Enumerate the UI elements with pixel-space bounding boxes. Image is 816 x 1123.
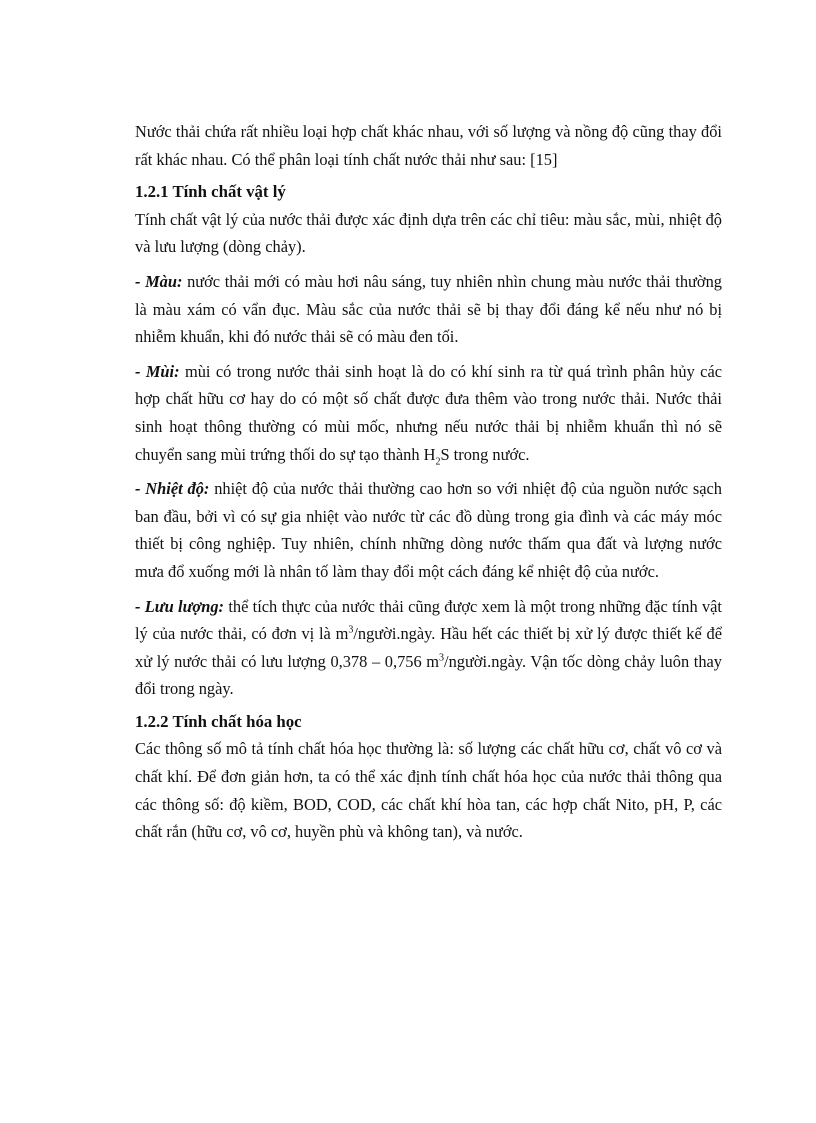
section-heading-chemical: 1.2.2 Tính chất hóa học xyxy=(135,711,302,731)
flow-superscript-2: 3 xyxy=(439,652,445,664)
chemical-paragraph: Các thông số mô tả tính chất hóa học thường là: số lượng các chất hữu cơ, chất vô cơ và chất khí. Để đơn giản hơn, ta có thể xác định tính chất hóa học của nước thải thông qua các thông số: độ kiềm, BOD, COD, các chất khí hòa tan, các hợp chất Nito, pH, P, các chất rắn (hữu cơ, vô cơ, huyền phù và không tan), và nước. xyxy=(135,739,722,842)
section-heading-physical: 1.2.1 Tính chất vật lý xyxy=(135,182,286,202)
color-text: nước thải mới có màu hơi nâu sáng, tuy nhiên nhìn chung màu nước thải thường là màu xám có vẩn đục. Màu sắc của nước thải sẽ bị thay đổi đáng kể nếu như nó bị nhiễm khuẩn, khi đó nước thải sẽ có màu đen tối. xyxy=(135,271,722,347)
flow-lead: - Lưu lượng: xyxy=(135,596,224,616)
document-page xyxy=(135,118,722,846)
flow-text-3: /người.ngày. Vận tốc dòng chảy luôn thay đổi trong ngày. xyxy=(135,651,722,699)
temperature-lead: - Nhiệt độ: xyxy=(135,479,210,499)
temperature-paragraph xyxy=(135,475,722,585)
flow-text-2: /người.ngày. Hầu hết các thiết bị xử lý được thiết kế để xử lý nước thải có lưu lượng 0,378 – 0,756 m xyxy=(135,624,722,671)
flow-text-1: thể tích thực của nước thải cũng được xem là một trong những đặc tính vật lý của nước thải, có đơn vị là m xyxy=(135,596,722,644)
physical-intro-paragraph: Tính chất vật lý của nước thải được xác định dựa trên các chỉ tiêu: màu sắc, mùi, nhiệt độ và lưu lượng (dòng chảy). xyxy=(135,209,722,257)
temperature-text: nhiệt độ của nước thải thường cao hơn so với nhiệt độ của nguồn nước sạch ban đầu, bởi vì có sự gia nhiệt vào nước từ các đồ dùng trong gia đình và các máy móc thiết bị công nghiệp. Tuy nhiên, chính những dòng nước thấm qua đất và lượng nước mưa đổ xuống mới là nhân tố làm thay đổi một cách đáng kể nhiệt độ của nước. xyxy=(135,479,723,581)
flow-superscript-1: 3 xyxy=(348,624,354,636)
odor-lead: - Mùi: xyxy=(135,361,180,381)
odor-paragraph xyxy=(135,358,722,468)
intro-paragraph: Nước thải chứa rất nhiều loại hợp chất khác nhau, với số lượng và nồng độ cũng thay đổi rất khác nhau. Có thể phân loại tính chất nước thải như sau: [15] xyxy=(135,122,722,169)
flow-paragraph xyxy=(135,593,722,703)
odor-text-after: S trong nước. xyxy=(440,444,530,464)
color-paragraph xyxy=(135,268,722,351)
odor-text-before: mùi có trong nước thải sinh hoạt là do có khí sinh ra từ quá trình phân hủy các hợp chất hữu cơ hay do có một số chất được đưa thêm vào trong nước thải. Nước thải sinh hoạt thông thường có mùi mốc, nhưng nếu nước thải bị nhiễm khuẩn thì nó sẽ chuyển sang mùi trứng thối do sự tạo thành H xyxy=(135,361,722,464)
h2s-subscript: 2 xyxy=(435,455,441,467)
color-lead: - Màu: xyxy=(135,271,183,291)
